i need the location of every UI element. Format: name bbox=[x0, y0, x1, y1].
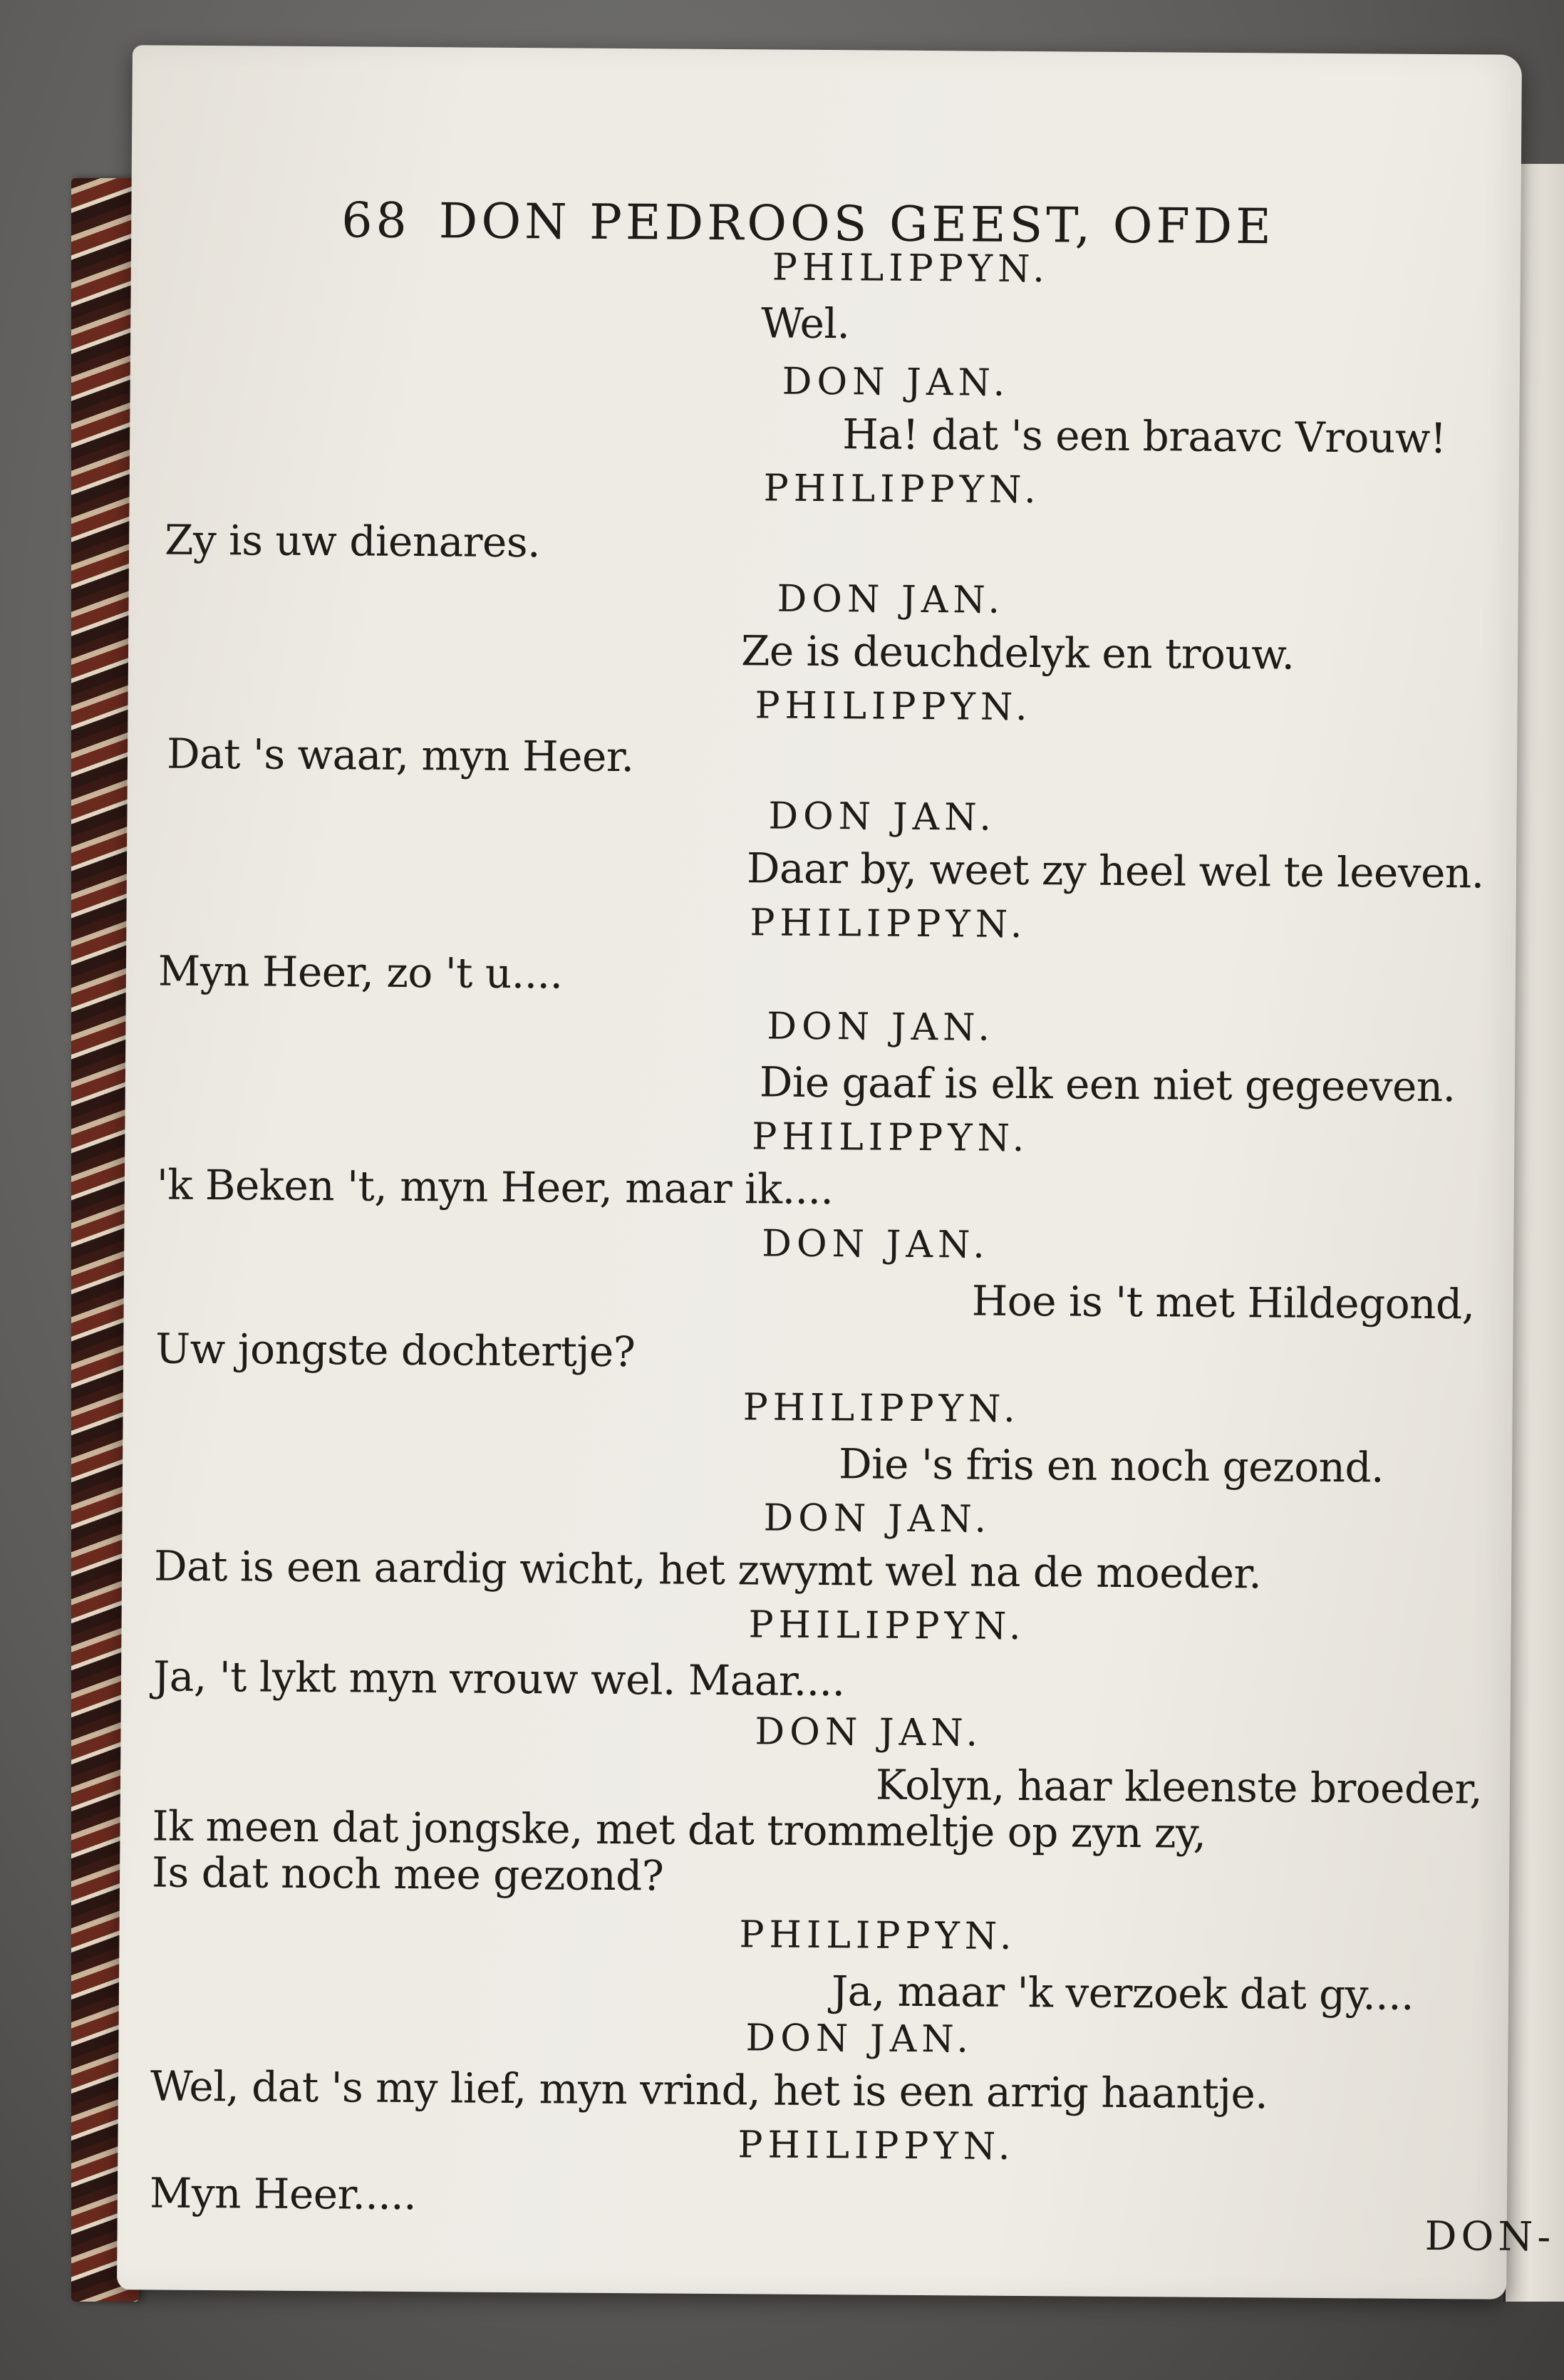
speaker-label: PHILIPPYN. bbox=[772, 246, 1050, 291]
verse-line: Ja, 't lykt myn vrouw wel. Maar.... bbox=[152, 1652, 845, 1706]
speaker-label: PHILIPPYN. bbox=[763, 467, 1041, 512]
page-text bbox=[117, 45, 1555, 2299]
running-title: DON PEDROOS GEEST, OFDE bbox=[438, 193, 1275, 256]
verse-line: Myn Heer, zo 't u.... bbox=[157, 946, 563, 998]
verse-line: Ha! dat 's een braavc Vrouw! bbox=[841, 410, 1446, 463]
catchword: DON- bbox=[1424, 2213, 1555, 2261]
verse-line: Daar by, weet zy heel wel te leeven. bbox=[746, 844, 1484, 898]
verse-line: Kolyn, haar kleenste broeder, bbox=[875, 1760, 1483, 1814]
speaker-label: PHILIPPYN. bbox=[752, 1115, 1030, 1161]
speaker-label: DON JAN. bbox=[767, 1005, 995, 1050]
verse-line: 'k Beken 't, myn Heer, maar ik.... bbox=[156, 1160, 834, 1214]
book-page bbox=[117, 45, 1555, 2299]
verse-line: Wel, dat 's my lief, myn vrind, het is een arrig haantje. bbox=[150, 2061, 1268, 2118]
verse-line: Zy is uw dienares. bbox=[164, 515, 541, 567]
speaker-label: DON JAN. bbox=[782, 360, 1010, 405]
speaker-label: PHILIPPYN. bbox=[737, 2123, 1015, 2168]
verse-line: Wel. bbox=[761, 299, 850, 348]
speaker-label: DON JAN. bbox=[762, 1222, 990, 1267]
verse-line: Uw jongste dochtertje? bbox=[155, 1324, 636, 1377]
verse-line: Hoe is 't met Hildegond, bbox=[971, 1276, 1475, 1329]
speaker-label: PHILIPPYN. bbox=[755, 684, 1032, 730]
verse-line: Ja, maar 'k verzoek dat gy.... bbox=[831, 1967, 1414, 2019]
verse-line: Myn Heer..... bbox=[149, 2168, 417, 2220]
page-number: 68 bbox=[341, 192, 411, 249]
verse-line: Dat is een aardig wicht, het zwymt wel na de moeder. bbox=[153, 1541, 1262, 1598]
speaker-label: PHILIPPYN. bbox=[748, 1603, 1026, 1649]
speaker-label: PHILIPPYN. bbox=[739, 1913, 1017, 1958]
verse-line: Die 's fris en noch gezond. bbox=[838, 1439, 1384, 1492]
verse-line: Die gaaf is elk een niet gegeeven. bbox=[759, 1057, 1456, 1112]
verse-line: Ik meen dat jongske, met dat trommeltje op zyn zy, bbox=[152, 1801, 1206, 1858]
verse-line: Ze is deuchdelyk en trouw. bbox=[740, 626, 1295, 679]
verse-line: Dat 's waar, myn Heer. bbox=[166, 729, 634, 782]
speaker-label: DON JAN. bbox=[768, 795, 997, 839]
speaker-label: DON JAN. bbox=[777, 577, 1005, 622]
speaker-label: PHILIPPYN. bbox=[750, 901, 1027, 947]
speaker-label: DON JAN. bbox=[755, 1710, 983, 1755]
verse-line: Is dat noch mee gezond? bbox=[151, 1848, 664, 1900]
speaker-label: PHILIPPYN. bbox=[742, 1386, 1020, 1431]
speaker-label: DON JAN. bbox=[763, 1496, 992, 1541]
speaker-label: DON JAN. bbox=[745, 2017, 974, 2061]
